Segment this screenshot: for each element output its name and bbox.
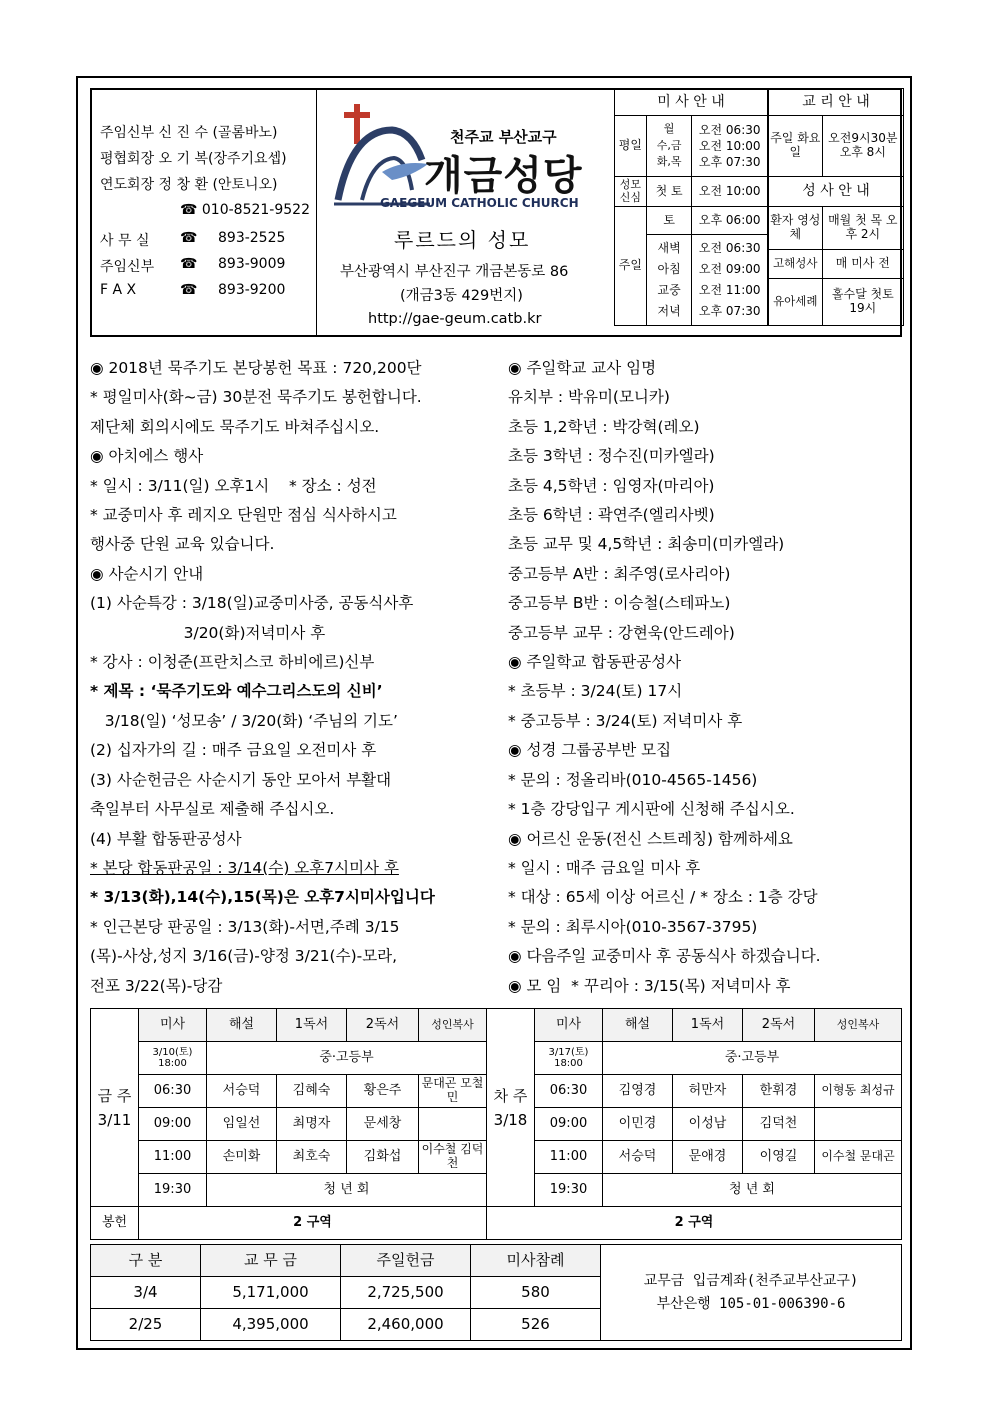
notice-line: 초등 교무 및 4,5학년 : 최송미(미카엘라) [508, 535, 785, 554]
staff-line: 연도회장 정 창 환 (안토니오) [100, 177, 278, 193]
finance-cell: 526 [471, 1309, 601, 1341]
notice-line: ◉ 사순시기 안내 [90, 564, 204, 583]
bulletin-name: 루르드의 성모 [394, 228, 531, 252]
roster-cell: 이민경 [603, 1108, 673, 1141]
staff-phone: ☎ 010-8521-9522 [180, 202, 310, 218]
weekday-days: 월 수,금 화,목 [646, 116, 692, 177]
notice-line: * 제목 : ‘묵주기도와 예수그리스도의 신비’ [90, 682, 383, 701]
offering-label: 봉헌 [91, 1207, 139, 1240]
baptism-time: 홀수달 첫토 19시 [822, 279, 903, 326]
notice-line: ◉ 아치에스 행사 [90, 447, 204, 466]
roster-cell: 서승덕 [603, 1141, 673, 1174]
roster-cell: 이형동 최성규 [815, 1075, 902, 1108]
bulletin-page [76, 76, 912, 1350]
notice-line: 초등 1,2학년 : 박강혁(레오) [508, 417, 700, 436]
notice-line: 초등 3학년 : 정수진(미카엘라) [508, 447, 715, 466]
notice-line: ◉ 주일학교 교사 임명 [508, 359, 657, 377]
roster-time: 19:30 [139, 1174, 207, 1207]
bulletin-header [90, 88, 902, 337]
weekday-label: 평일 [615, 116, 647, 177]
roster-time: 11:00 [139, 1141, 207, 1174]
church-address: 부산광역시 부산진구 개금본동로 86 [340, 264, 569, 280]
mass-schedule-table [614, 88, 768, 326]
saturday-time: 오후 06:00 [692, 207, 768, 235]
notices-right-column [508, 354, 821, 1001]
confession-label: 고해성사 [769, 250, 823, 279]
staff-line: 평협회장 오 기 복(장주기요셉) [100, 151, 287, 167]
roster-header: 성인복사 [419, 1009, 487, 1042]
notice-line: (1) 사순특강 : 3/18(일)교중미사중, 공동식사후 [90, 594, 414, 613]
finance-table [90, 1244, 902, 1341]
roster-time: 06:30 [139, 1075, 207, 1108]
notice-line: 초등 6학년 : 곽연주(엘리사벳) [508, 506, 715, 525]
mass-schedule-title: 미 사 안 내 [615, 89, 768, 116]
roster-header: 2독서 [743, 1009, 815, 1042]
roster-cell: 허만자 [673, 1075, 743, 1108]
church-logo-icon [332, 100, 432, 210]
notice-line: 중고등부 A반 : 최주영(로사리아) [508, 564, 731, 583]
notice-line: * 3/13(화),14(수),15(목)은 오후7시미사입니다 [90, 888, 435, 907]
weekday-times: 오전 06:30 오전 10:00 오후 07:30 [692, 116, 768, 177]
sunday-label: 주일 [615, 207, 647, 326]
notice-line: (3) 사순헌금은 사순시기 동안 모아서 부활대 [90, 770, 392, 789]
contact-number: 893-9009 [218, 256, 286, 272]
finance-cell: 2,460,000 [341, 1309, 471, 1341]
church-address-old: (개금3동 429번지) [400, 288, 523, 304]
phone-icon: ☎ [180, 282, 198, 298]
contact-label: 주임신부 [100, 259, 155, 275]
first-saturday-time: 오전 10:00 [692, 177, 768, 207]
notice-line: 행사중 단원 교육 있습니다. [90, 535, 275, 554]
church-english-name: GAEGEUM CATHOLIC CHURCH [380, 196, 579, 210]
notice-line: 제단체 회의시에도 묵주기도 바쳐주십시오. [90, 417, 380, 436]
roster-cell: 최호숙 [277, 1141, 347, 1174]
notice-line: 3/18(일) ‘성모송’ / 3/20(화) ‘주님의 기도’ [90, 711, 398, 730]
notice-line: * 1층 강당입구 게시판에 신청해 주십시오. [508, 800, 795, 819]
catechism-title: 교 리 안 내 [769, 89, 904, 116]
contact-number: 893-2525 [218, 230, 286, 246]
sunday-mass-times: 오전 06:30 오전 09:00 오전 11:00 오후 07:30 [692, 235, 768, 326]
notices-left-column [90, 354, 435, 1001]
first-saturday-day: 첫 토 [646, 177, 692, 207]
roster-cell: 이성남 [673, 1108, 743, 1141]
notice-line: * 대상 : 65세 이상 어르신 / * 장소 : 1층 강당 [508, 888, 818, 907]
bank-account-line: 교무금 입금계좌(천주교부산교구) [643, 1273, 859, 1290]
notice-line: (2) 십자가의 길 : 매주 금요일 오전미사 후 [90, 741, 377, 760]
notice-line: * 인근본당 판공일 : 3/13(화)-서면,주례 3/15 [90, 917, 400, 936]
finance-cell: 2/25 [91, 1309, 201, 1341]
saturday-day: 토 [646, 207, 692, 235]
roster-time: 11:00 [535, 1141, 603, 1174]
roster-time: 09:00 [139, 1108, 207, 1141]
notice-line: 중고등부 교무 : 강현욱(안드레아) [508, 623, 735, 642]
notice-line: ◉ 주일학교 합동판공성사 [508, 653, 682, 672]
roster-header: 2독서 [347, 1009, 419, 1042]
notice-line: 중고등부 B반 : 이승철(스테파노) [508, 594, 731, 613]
finance-cell: 3/4 [91, 1277, 201, 1309]
roster-cell: 김덕천 [743, 1108, 815, 1141]
roster-cell: 이영길 [743, 1141, 815, 1174]
confession-time: 매 미사 전 [822, 250, 903, 279]
offering-this-week: 2 구역 [139, 1207, 487, 1240]
roster-cell: 문애경 [673, 1141, 743, 1174]
phone-icon: ☎ [180, 256, 198, 272]
roster-saturday-time: 3/17(토) 18:00 [535, 1042, 603, 1075]
sunday-mass-names: 새벽 아침 교중 저녁 [646, 235, 692, 326]
roster-cell: 문대곤 모철민 [419, 1075, 487, 1108]
contact-label: 사 무 실 [100, 233, 150, 249]
roster-time: 09:00 [535, 1108, 603, 1141]
notice-line: (목)-사상,성지 3/16(금)-양정 3/21(수)-모라, [90, 947, 398, 966]
notice-line: ◉ 2018년 묵주기도 본당봉헌 목표 : 720,200단 [90, 359, 422, 377]
notice-line: * 중고등부 : 3/24(토) 저녁미사 후 [508, 711, 743, 730]
notice-line: ◉ 어르신 운동(전신 스트레칭) 함께하세요 [508, 829, 793, 848]
roster-cell: 서승덕 [207, 1075, 277, 1108]
roster-cell: 한휘경 [743, 1075, 815, 1108]
notice-line: 3/20(화)저녁미사 후 [90, 623, 326, 642]
roster-header: 해설 [603, 1009, 673, 1042]
finance-header: 구 분 [91, 1245, 201, 1277]
notice-line: * 평일미사(화~금) 30분전 묵주기도 봉헌합니다. [90, 388, 422, 407]
baptism-label: 유아세례 [769, 279, 823, 326]
roster-header: 1독서 [277, 1009, 347, 1042]
finance-header: 교 무 금 [201, 1245, 341, 1277]
finance-cell: 2,725,500 [341, 1277, 471, 1309]
roster-saturday-group: 중·고등부 [207, 1042, 487, 1075]
notice-line: * 문의 : 정올리바(010-4565-1456) [508, 770, 758, 789]
notice-line: ◉ 모 임 * 꾸리아 : 3/15(목) 저녁미사 후 [508, 976, 791, 995]
notice-line: * 강사 : 이청준(프란치스코 하비에르)신부 [90, 653, 375, 672]
roster-header: 미사 [139, 1009, 207, 1042]
contact-number: 893-9200 [218, 282, 286, 298]
notice-line: * 문의 : 최루시아(010-3567-3795) [508, 917, 758, 936]
roster-header: 1독서 [673, 1009, 743, 1042]
sacrament-title: 성 사 안 내 [769, 177, 904, 207]
finance-cell: 5,171,000 [201, 1277, 341, 1309]
this-week-label: 금 주 3/11 [91, 1009, 139, 1207]
finance-cell: 4,395,000 [201, 1309, 341, 1341]
notice-line: ◉ 다음주일 교중미사 후 공동식사 하겠습니다. [508, 947, 821, 966]
roster-saturday-time: 3/10(토) 18:00 [139, 1042, 207, 1075]
finance-header: 주일헌금 [341, 1245, 471, 1277]
roster-cell: 황은주 [347, 1075, 419, 1108]
roster-cell: 이수철 김덕천 [419, 1141, 487, 1174]
roster-evening-group: 청 년 회 [207, 1174, 487, 1207]
finance-header: 미사참례 [471, 1245, 601, 1277]
phone-icon: ☎ [180, 230, 198, 246]
roster-time: 06:30 [535, 1075, 603, 1108]
catechism-sacrament-table [768, 88, 904, 326]
roster-cell: 이수철 문대곤 [815, 1141, 902, 1174]
roster-header: 성인복사 [815, 1009, 902, 1042]
notice-line: 축일부터 사무실로 제출해 주십시오. [90, 800, 335, 819]
next-week-label: 차 주 3/18 [487, 1009, 535, 1207]
roster-cell [815, 1108, 902, 1141]
notice-line: * 교중미사 후 레지오 단원만 점심 식사하시고 [90, 506, 397, 525]
church-name: 개금성당 [424, 153, 583, 199]
roster-cell: 김화섭 [347, 1141, 419, 1174]
roster-cell: 임일선 [207, 1108, 277, 1141]
roster-header: 해설 [207, 1009, 277, 1042]
roster-header: 미사 [535, 1009, 603, 1042]
roster-time: 19:30 [535, 1174, 603, 1207]
bank-account-info [601, 1245, 902, 1341]
roster-cell [419, 1108, 487, 1141]
liturgy-roster-table [90, 1008, 902, 1240]
notice-line: 유치부 : 박유미(모니카) [508, 388, 670, 407]
first-saturday-label: 성모 신심 [615, 177, 647, 207]
sick-communion-time: 매월 첫 목 오후 2시 [822, 207, 903, 250]
notice-line: 초등 4,5학년 : 임영자(마리아) [508, 476, 715, 495]
roster-cell: 최명자 [277, 1108, 347, 1141]
sick-communion-label: 환자 영성체 [769, 207, 823, 250]
roster-cell: 문세창 [347, 1108, 419, 1141]
contact-label: F A X [100, 282, 137, 298]
roster-evening-group: 청 년 회 [603, 1174, 902, 1207]
bank-account-line: 부산은행 105-01-006390-6 [656, 1295, 846, 1312]
notice-line: ◉ 성경 그룹공부반 모집 [508, 741, 672, 760]
parish-staff-info [92, 90, 317, 335]
roster-saturday-group: 중·고등부 [603, 1042, 902, 1075]
notice-line: * 일시 : 3/11(일) 오후1시 * 장소 : 성전 [90, 476, 377, 495]
notice-line: * 본당 합동판공일 : 3/14(수) 오후7시미사 후 [90, 858, 399, 877]
notice-line: * 일시 : 매주 금요일 미사 후 [508, 858, 701, 877]
roster-cell: 김영경 [603, 1075, 673, 1108]
church-url[interactable]: http://gae-geum.catb.kr [368, 311, 542, 327]
staff-line: 주임신부 신 진 수 (골롬바노) [100, 125, 278, 141]
notice-line: 전포 3/22(목)-당감 [90, 976, 223, 995]
roster-cell: 김혜숙 [277, 1075, 347, 1108]
diocese-name: 천주교 부산교구 [450, 128, 557, 146]
offering-next-week: 2 구역 [487, 1207, 902, 1240]
finance-cell: 580 [471, 1277, 601, 1309]
church-logo-block [318, 90, 614, 335]
roster-cell: 손미화 [207, 1141, 277, 1174]
catechism-day: 주일 화요일 [769, 116, 823, 177]
notice-line: * 초등부 : 3/24(토) 17시 [508, 682, 683, 701]
notice-line: (4) 부활 합동판공성사 [90, 829, 242, 848]
catechism-time: 오전9시30분 오후 8시 [822, 116, 903, 177]
